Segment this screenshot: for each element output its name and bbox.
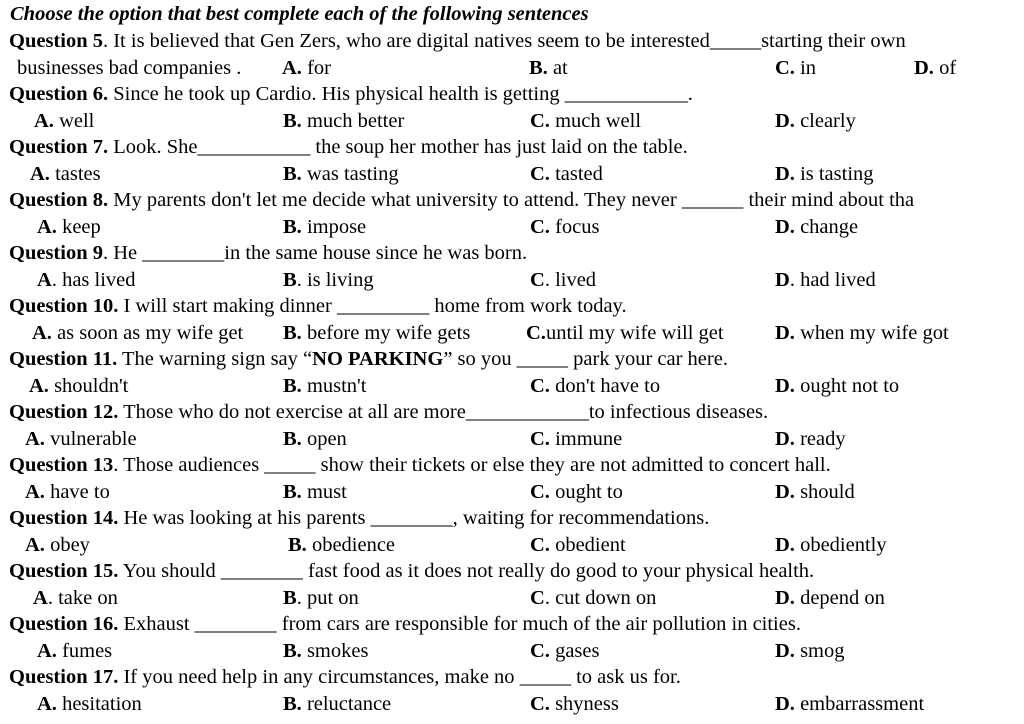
question-number: Question 11. <box>9 348 118 370</box>
option-a[interactable] <box>282 56 331 80</box>
question-text: Look. She <box>113 136 198 158</box>
option-c[interactable] <box>530 533 626 557</box>
option-letter: C. <box>530 216 550 238</box>
option-text: ought to <box>549 481 623 503</box>
question-number: Question 6. <box>9 83 109 105</box>
question-8-stem <box>9 188 914 212</box>
option-letter: D. <box>775 216 795 238</box>
question-text: , waiting for recommendations. <box>452 507 710 529</box>
option-text: . lived <box>544 269 597 291</box>
option-letter: A. <box>25 428 45 450</box>
option-text: obedience <box>306 534 396 556</box>
question-number: Question 9 <box>9 242 103 264</box>
option-d[interactable] <box>775 480 855 504</box>
question-7-stem <box>9 135 688 159</box>
option-letter: D. <box>775 481 795 503</box>
question-text: fast food as it does not really do good to your physical health. <box>302 560 815 582</box>
option-c[interactable] <box>775 56 816 80</box>
question-text: If you need help in any circumstances, make no <box>123 666 520 688</box>
answer-blank: _________ <box>336 295 430 317</box>
instructions-heading: Choose the option that best complete each of the following sentences <box>10 3 589 25</box>
option-c[interactable] <box>530 374 660 398</box>
question-number: Question 7. <box>9 136 109 158</box>
option-letter: D <box>775 269 790 291</box>
question-number: Question 8. <box>9 189 109 211</box>
question-9-stem <box>9 241 527 265</box>
question-number: Question 5 <box>9 30 103 52</box>
option-letter: D. <box>775 428 795 450</box>
option-letter: C. <box>530 693 550 715</box>
option-letter: D. <box>775 640 795 662</box>
question-number: Question 12. <box>9 401 119 423</box>
answer-blank: ________ <box>220 560 303 582</box>
option-text: impose <box>301 216 367 238</box>
question-number: Question 14. <box>9 507 119 529</box>
question-text: He <box>113 242 143 264</box>
question-text: Exhaust <box>123 613 195 635</box>
option-letter: D. <box>775 322 795 344</box>
question-14-stem <box>9 506 709 530</box>
option-letter: C. <box>526 322 546 344</box>
option-letter: D. <box>775 693 795 715</box>
option-letter: B. <box>288 534 307 556</box>
option-letter: D. <box>914 57 934 79</box>
answer-blank: _____ <box>264 454 316 476</box>
option-text: ready <box>794 428 846 450</box>
option-d[interactable] <box>775 692 924 716</box>
option-b[interactable] <box>283 480 347 504</box>
answer-blank: ________ <box>194 613 277 635</box>
option-letter: C <box>530 587 545 609</box>
option-text: in <box>794 57 817 79</box>
question-text-continued: businesses bad companies . <box>17 57 242 79</box>
question-12-stem <box>9 400 768 424</box>
option-letter: B. <box>283 428 302 450</box>
option-letter: C. <box>530 110 550 132</box>
option-text: . had lived <box>789 269 876 291</box>
option-text: open <box>301 428 347 450</box>
option-text: much well <box>549 110 642 132</box>
option-b[interactable] <box>283 109 404 133</box>
option-letter: B. <box>283 110 302 132</box>
option-d[interactable] <box>775 374 899 398</box>
option-text: change <box>794 216 859 238</box>
option-text: shyness <box>549 693 619 715</box>
option-d[interactable] <box>775 533 887 557</box>
question-13-stem <box>9 453 831 477</box>
question-text: He was looking at his parents <box>123 507 371 529</box>
option-text: before my wife gets <box>301 322 471 344</box>
option-a[interactable] <box>37 215 101 239</box>
option-text: . take on <box>47 587 118 609</box>
option-c[interactable] <box>530 480 623 504</box>
question-text: the soup her mother has just laid on the table. <box>310 136 688 158</box>
option-text: was tasting <box>301 163 399 185</box>
option-letter: B. <box>283 375 302 397</box>
option-letter: A. <box>25 534 45 556</box>
option-a[interactable] <box>37 692 142 716</box>
option-b[interactable] <box>283 586 359 610</box>
option-letter: C. <box>530 481 550 503</box>
answer-blank: _____ <box>709 30 762 52</box>
answer-blank: ___________ <box>197 136 311 158</box>
option-text: tastes <box>49 163 101 185</box>
question-text: You should <box>122 560 221 582</box>
option-b[interactable] <box>283 162 399 186</box>
option-text: obedient <box>549 534 626 556</box>
answer-blank: _____ <box>516 348 569 370</box>
option-a[interactable] <box>37 639 112 663</box>
question-16-stem <box>9 612 801 636</box>
option-letter: A. <box>29 375 49 397</box>
option-text: must <box>301 481 347 503</box>
question-text: My parents don't let me decide what university to attend. They never <box>113 189 677 211</box>
option-d[interactable] <box>775 268 876 292</box>
option-text: gases <box>549 640 600 662</box>
option-d[interactable] <box>775 215 858 239</box>
option-text: as soon as my wife get <box>51 322 244 344</box>
option-a[interactable] <box>37 268 136 292</box>
option-letter: D. <box>775 587 795 609</box>
option-letter: C. <box>530 640 550 662</box>
option-text: is tasting <box>794 163 874 185</box>
option-letter: D. <box>775 534 795 556</box>
option-c[interactable] <box>530 639 599 663</box>
option-d[interactable] <box>775 586 885 610</box>
option-letter: D. <box>775 375 795 397</box>
option-letter: B. <box>283 322 302 344</box>
option-letter: C. <box>775 57 795 79</box>
option-a[interactable] <box>29 374 128 398</box>
option-a[interactable] <box>32 321 243 345</box>
question-number: Question 13 <box>9 454 114 476</box>
answer-blank: ____________ <box>465 401 589 423</box>
answer-blank: _____ <box>519 666 571 688</box>
option-text: fumes <box>56 640 113 662</box>
question-number: Question 15. <box>9 560 119 582</box>
option-c[interactable] <box>530 692 619 716</box>
question-text: show their tickets or else they are not admitted to concert hall. <box>315 454 831 476</box>
option-d[interactable] <box>775 162 874 186</box>
option-text: reluctance <box>301 693 392 715</box>
question-5-stem <box>9 29 906 53</box>
option-letter: A <box>33 587 48 609</box>
option-text: clearly <box>794 110 856 132</box>
option-letter: A <box>37 269 52 291</box>
option-letter: B <box>283 587 297 609</box>
option-letter: B <box>283 269 297 291</box>
option-b[interactable] <box>283 268 374 292</box>
option-b[interactable] <box>283 374 366 398</box>
option-text: obediently <box>794 534 887 556</box>
option-a[interactable] <box>33 586 118 610</box>
option-text: depend on <box>794 587 885 609</box>
option-text: vulnerable <box>44 428 137 450</box>
option-a[interactable] <box>25 427 137 451</box>
question-text: Those audiences <box>123 454 265 476</box>
answer-blank: ________ <box>370 507 453 529</box>
option-c[interactable] <box>530 268 596 292</box>
question-text: home from work today. <box>429 295 627 317</box>
option-text: focus <box>549 216 600 238</box>
option-text: obey <box>44 534 90 556</box>
option-letter: B. <box>283 693 302 715</box>
option-text: of <box>933 57 957 79</box>
option-letter: B. <box>529 57 548 79</box>
option-a[interactable] <box>30 162 101 186</box>
option-letter: A. <box>34 110 54 132</box>
option-a[interactable] <box>34 109 94 133</box>
question-text: to ask us for. <box>570 666 681 688</box>
option-text: have to <box>44 481 110 503</box>
option-letter: C. <box>530 534 550 556</box>
answer-blank: ______ <box>676 189 744 211</box>
option-letter: B. <box>283 640 302 662</box>
option-letter: A. <box>37 216 57 238</box>
option-letter: D. <box>775 163 795 185</box>
option-c[interactable] <box>530 162 603 186</box>
option-text: . is living <box>296 269 374 291</box>
option-text: ought not to <box>794 375 900 397</box>
option-letter: D. <box>775 110 795 132</box>
question-separator: . <box>113 454 124 476</box>
option-text: well <box>53 110 95 132</box>
option-letter: A. <box>32 322 52 344</box>
option-c[interactable] <box>530 109 641 133</box>
option-c[interactable] <box>526 321 724 345</box>
option-b[interactable] <box>283 321 470 345</box>
option-b[interactable] <box>283 692 391 716</box>
option-c[interactable] <box>530 586 656 610</box>
question-17-stem <box>9 665 681 689</box>
option-text: smog <box>794 640 845 662</box>
option-b[interactable] <box>288 533 395 557</box>
question-10-stem <box>9 294 627 318</box>
option-text: embarrassment <box>794 693 925 715</box>
option-d[interactable] <box>775 639 845 663</box>
question-number: Question 16. <box>9 613 119 635</box>
option-text: smokes <box>301 640 369 662</box>
option-text: immune <box>549 428 623 450</box>
option-b[interactable] <box>283 427 347 451</box>
option-d[interactable] <box>775 109 856 133</box>
option-text: . cut down on <box>544 587 657 609</box>
option-text: much better <box>301 110 405 132</box>
question-text: . <box>687 83 693 105</box>
answer-blank: ____________ <box>559 83 688 105</box>
option-b[interactable] <box>529 56 568 80</box>
option-letter: A. <box>282 57 302 79</box>
option-letter: A. <box>37 640 57 662</box>
option-d[interactable] <box>775 427 846 451</box>
question-text: from cars are responsible for much of the air pollution in cities. <box>276 613 801 635</box>
option-letter: C. <box>530 375 550 397</box>
option-letter: A. <box>30 163 50 185</box>
option-text: mustn't <box>301 375 367 397</box>
question-text: Since he took up Cardio. His physical health is getting <box>113 83 560 105</box>
option-letter: B. <box>283 216 302 238</box>
option-text: shouldn't <box>48 375 129 397</box>
option-text: hesitation <box>56 693 142 715</box>
question-text: in the same house since he was born. <box>224 242 528 264</box>
question-separator: . <box>102 242 114 264</box>
option-letter: C. <box>530 163 550 185</box>
question-text: It is believed that Gen Zers, who are digital natives seem to be interested <box>113 30 710 52</box>
question-text: starting their own <box>761 30 906 52</box>
option-letter: A. <box>37 693 57 715</box>
option-text: don't have to <box>549 375 661 397</box>
option-letter: C <box>530 269 545 291</box>
option-text: when my wife got <box>794 322 949 344</box>
question-11-stem <box>9 347 728 371</box>
question-text: ” so you <box>443 348 517 370</box>
question-text: Those who do not exercise at all are more <box>123 401 466 423</box>
question-text: The warning sign say “ <box>121 348 313 370</box>
option-letter: B. <box>283 163 302 185</box>
option-letter: B. <box>283 481 302 503</box>
option-letter: C. <box>530 428 550 450</box>
option-text: until my wife will get <box>545 322 724 344</box>
question-separator: . <box>102 30 114 52</box>
option-d[interactable] <box>914 56 956 80</box>
answer-blank: ________ <box>142 242 225 264</box>
option-c[interactable] <box>530 215 599 239</box>
option-text: at <box>547 57 568 79</box>
question-text: park your car here. <box>568 348 728 370</box>
option-a[interactable] <box>25 480 110 504</box>
option-b[interactable] <box>283 215 366 239</box>
option-a[interactable] <box>25 533 90 557</box>
option-text: tasted <box>549 163 603 185</box>
question-number: Question 17. <box>9 666 119 688</box>
option-d[interactable] <box>775 321 949 345</box>
option-letter: A. <box>25 481 45 503</box>
option-text: . put on <box>296 587 359 609</box>
option-text: should <box>794 481 855 503</box>
question-text: NO PARKING <box>312 348 444 370</box>
question-number: Question 10. <box>9 295 119 317</box>
option-c[interactable] <box>530 427 622 451</box>
option-text: for <box>301 57 331 79</box>
option-text: keep <box>56 216 101 238</box>
question-6-stem <box>9 82 693 106</box>
question-15-stem <box>9 559 814 583</box>
question-text: their mind about tha <box>743 189 915 211</box>
option-text: . has lived <box>51 269 136 291</box>
question-text: to infectious diseases. <box>588 401 769 423</box>
option-b[interactable] <box>283 639 368 663</box>
question-text: I will start making dinner <box>123 295 337 317</box>
